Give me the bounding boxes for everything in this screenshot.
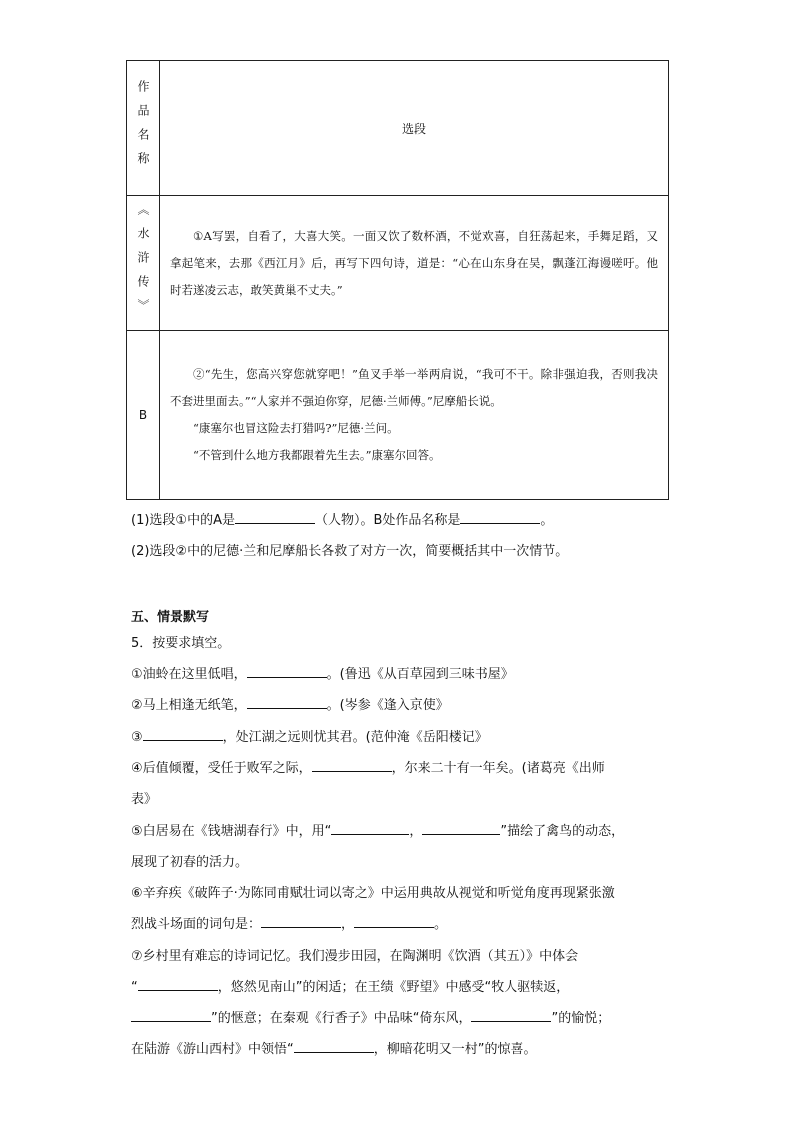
row-a-title-cell bbox=[127, 196, 160, 331]
row-b-passage-2: “康塞尔也冒这险去打猎吗?”尼德·兰问。 bbox=[193, 421, 399, 435]
answer-blank[interactable] bbox=[460, 511, 540, 524]
section-prompt: 5．按要求填空。 bbox=[131, 636, 231, 651]
answer-blank[interactable] bbox=[138, 978, 218, 991]
answer-blank[interactable] bbox=[422, 822, 500, 835]
fill-item-7: ⑦乡村里有难忘的诗词记忆。我们漫步田园，在陶渊明《饮酒（其五）》中体会 bbox=[131, 949, 579, 964]
section-title: 五、情景默写 bbox=[131, 610, 210, 625]
header-work-name: 作品名称 bbox=[136, 80, 150, 176]
table-row-b bbox=[127, 331, 669, 500]
answer-blank[interactable] bbox=[471, 1009, 551, 1022]
row-b-passage-3: “不管到什么地方我都跟着先生去。”康塞尔回答。 bbox=[193, 448, 441, 462]
row-a-text-cell bbox=[160, 196, 669, 331]
row-b-title-cell bbox=[127, 331, 160, 500]
fill-item-5-cont: 展现了初春的活力。 bbox=[131, 855, 249, 870]
header-left-cell bbox=[127, 61, 160, 196]
fill-item-6: ⑥辛弃疾《破阵子·为陈同甫赋壮词以寄之》中运用典故从视觉和听觉角度再现紧张激 bbox=[131, 886, 615, 901]
row-b-title: B bbox=[138, 408, 148, 422]
header-excerpt: 选段 bbox=[401, 121, 426, 136]
fill-item-2: ②马上相逢无纸笔， 。(岑参《逢入京使》 bbox=[131, 698, 449, 713]
fill-item-4: ④后值倾覆，受任于败军之际， ，尔来二十有一年矣。(诸葛亮《出师 bbox=[131, 761, 605, 776]
fill-item-4-cont: 表》 bbox=[131, 792, 158, 807]
answer-blank[interactable] bbox=[331, 822, 409, 835]
answer-blank[interactable] bbox=[354, 915, 434, 928]
question-1: (1)选段①中的A是 （人物）。B处作品名称是 。 bbox=[131, 513, 554, 528]
table-header-row bbox=[127, 61, 669, 196]
fill-item-3: ③ ，处江湖之远则忧其君。(范仲淹《岳阳楼记》 bbox=[131, 730, 488, 745]
row-a-passage: ①A写罢，自看了，大喜大笑。一面又饮了数杯酒，不觉欢喜，自狂荡起来，手舞足蹈，又拿起笔来，去那《西江月》后，再写下四句诗，道是：“心在山东身在吴，飘蓬江海谩嗟吁。他时若遂凌云志，敢笑黄巢不丈夫。” bbox=[170, 228, 658, 297]
fill-item-1: ①油蛉在这里低唱， 。(鲁迅《从百草园到三味书屋》 bbox=[131, 667, 514, 682]
fill-item-6-cont: 烈战斗场面的词句是： ， 。 bbox=[131, 917, 448, 932]
answer-blank[interactable] bbox=[247, 665, 327, 678]
works-table bbox=[126, 60, 669, 500]
row-a-title: 《水浒传》 bbox=[136, 203, 150, 323]
table-row-a bbox=[127, 196, 669, 331]
answer-blank[interactable] bbox=[143, 728, 223, 741]
fill-item-7-line3: ”的惬意；在秦观《行香子》中品味“倚东风， ”的愉悦； bbox=[131, 1007, 610, 1026]
fill-item-7-line4: 在陆游《游山西村》中领悟“ ，柳暗花明又一村”的惊喜。 bbox=[131, 1042, 537, 1057]
answer-blank[interactable] bbox=[294, 1040, 374, 1053]
answer-blank[interactable] bbox=[235, 511, 315, 524]
fill-item-5: ⑤白居易在《钱塘湖春行》中，用“ ， ”描绘了禽鸟的动态， bbox=[131, 824, 625, 839]
answer-blank[interactable] bbox=[261, 915, 341, 928]
answer-blank[interactable] bbox=[247, 696, 327, 709]
row-b-passage-1: ②“先生，您高兴穿您就穿吧！”鱼叉手举一举两肩说，“我可不干。除非强迫我，否则我决不套进里面去。”“人家并不强迫你穿，尼德·兰师傅。”尼摩船长说。 bbox=[170, 367, 658, 408]
row-b-text-cell bbox=[160, 331, 669, 500]
answer-blank[interactable] bbox=[312, 759, 392, 772]
answer-blank[interactable] bbox=[131, 1009, 211, 1022]
question-2: (2)选段②中的尼德·兰和尼摩船长各救了对方一次，简要概括其中一次情节。 bbox=[131, 544, 569, 559]
fill-item-7-line2: “ ，悠然见南山”的闲适；在王绩《野望》中感受“牧人驱犊返， bbox=[131, 980, 570, 995]
header-right-cell bbox=[160, 61, 669, 196]
